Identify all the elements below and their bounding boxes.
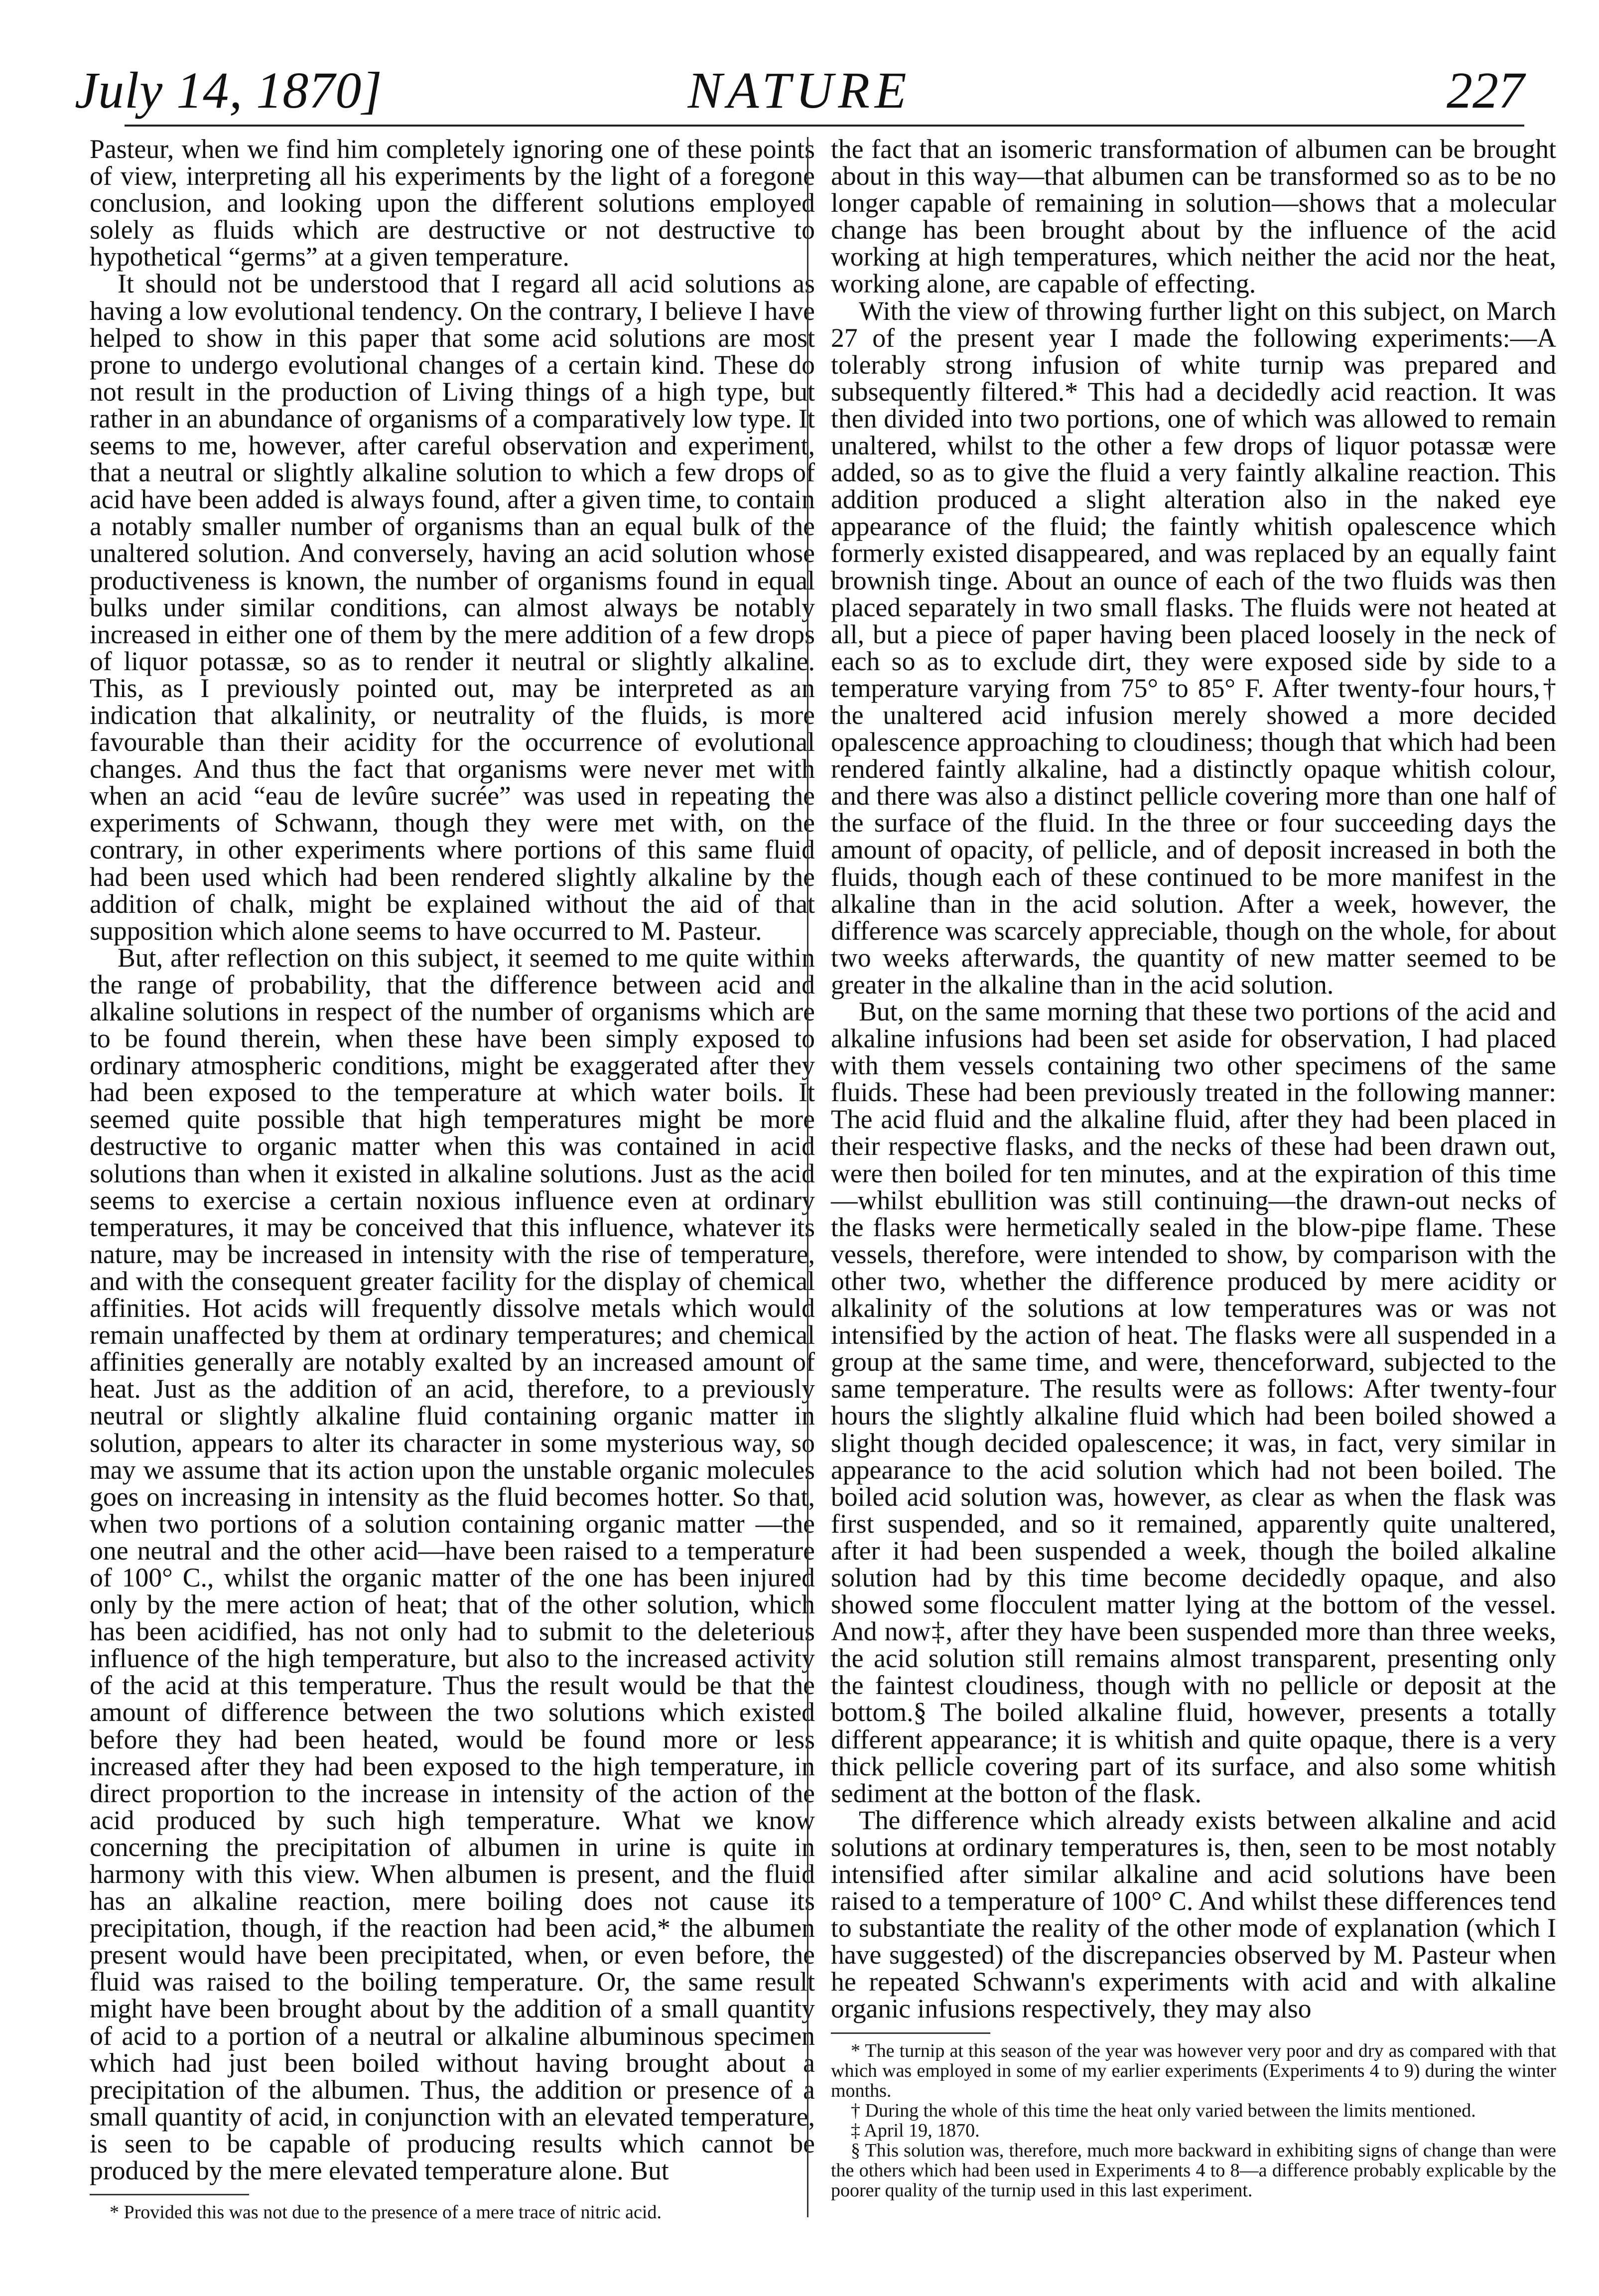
right-paragraph-3: But, on the same morning that these two portions of the acid and alkaline infusions had been set aside for observation, I had placed with them vessels containing two other specimens of the same fluids. These had been previously treated in the following manner: The acid fluid and the alkaline fluid, after they had been placed in their respective flasks, and the necks of these had been drawn out, were then boiled for ten minutes, and at the expiration of this time—whilst ebullition was still continuing—the drawn-out necks of the flasks were hermetically sealed in the blow-pipe flame. These vessels, therefore, were intended to show, by comparison with the other two, whether the difference produced by mere acidity or alkalinity of the solutions at low temperatures was or was not intensified by the action of heat. The flasks were all suspended in a group at the same time, and were, thenceforward, subjected to the same temperature. The results were as follows: After twenty-four hours the slightly alkaline fluid which had been boiled showed a slight though decided opalescence; it was, in fact, very similar in appearance to the acid solution which had not been boiled. The boiled acid solution was, however, as clear as when the flask was first suspended, and so it remained, apparently quite unaltered, after it had been suspended a week, though the boiled alkaline solution had by this time become decidedly opaque, and also showed some flocculent matter lying at the bottom of the vessel. And now‡, after they have been suspended more than three weeks, the acid solution still remains almost transparent, presenting only the faintest cloudiness, though with no pellicle or deposit at the bottom.§ The boiled alkaline fluid, however, presents a totally different appearance; it is whitish and quite opaque, there is a very thick pellicle covering part of its surface, and also some whitish sediment at the botton of the flask. <box>831 997 1556 1808</box>
left-footnotes <box>90 2202 815 2222</box>
journal-title: NATURE <box>687 62 912 119</box>
left-paragraph-1: Pasteur, when we find him completely ignoring one of these points of view, interpreting all his experiments by the light of a foregone conclusion, and looking upon the different solutions employed solely as fluids which are destructive or not destructive to hypothetical “germs” at a given temperature. <box>90 134 815 272</box>
left-paragraph-2: It should not be understood that I regard all acid solutions as having a low evolutional tendency. On the contrary, I believe I have helped to show in this paper that some acid solutions are most prone to undergo evolutional changes of a certain kind. These do not result in the production of Living things of a high type, but rather in an abundance of organisms of a comparatively low type. It seems to me, however, after careful observation and experiment, that a neutral or slightly alkaline solution to which a few drops of acid have been added is always found, after a given time, to contain a notably smaller number of organisms than an equal bulk of the unaltered solution. And conversely, having an acid solution whose productiveness is known, the number of organisms found in equal bulks under similar conditions, can almost always be notably increased in either one of them by the mere addition of a few drops of liquor potassæ, so as to render it neutral or slightly alkaline. This, as I previously pointed out, may be interpreted as an indication that alkalinity, or neutrality of the fluids, is more favourable than their acidity for the occurrence of evolutional changes. And thus the fact that organisms were never met with when an acid “eau de levûre sucrée” was used in repeating the experiments of Schwann, though they were met with, on the contrary, in other experiments where portions of this same fluid had been used which had been rendered slightly alkaline by the addition of chalk, might be explained without the aid of that supposition which alone seems to have occurred to M. Pasteur. <box>90 269 815 946</box>
left-column <box>90 136 815 2222</box>
issue-date: July 14, 1870] <box>75 62 383 119</box>
right-footnote-1: * The turnip at this season of the year was however very poor and dry as compared with that which was employed in some of my earlier experiments (Experiments 4 to 9) during the winter months. <box>831 2040 1556 2101</box>
header-rule <box>125 125 1524 127</box>
left-paragraph-3: But, after reflection on this subject, it seemed to me quite within the range of probability, that the difference between acid and alkaline solutions in respect of the number of organisms which are to be found therein, when these have been simply exposed to ordinary atmospheric conditions, might be exaggerated after they had been exposed to the temperature at which water boils. It seemed quite possible that high temperatures might be more destructive to organic matter when this was contained in acid solutions than when it existed in alkaline solutions. Just as the acid seems to exercise a certain noxious influence even at ordinary temperatures, it may be conceived that this influence, whatever its nature, may be increased in intensity with the rise of temperature, and with the consequent greater facility for the display of chemical affinities. Hot acids will frequently dissolve metals which would remain unaffected by them at ordinary temperatures; and chemical affinities generally are notably exalted by an increased amount of heat. Just as the addition of an acid, therefore, to a previously neutral or slightly alkaline fluid containing organic matter in solution, appears to alter its character in some mysterious way, so may we assume that its action upon the unstable organic molecules goes on increasing in intensity as the fluid becomes hotter. So that, when two portions of a solution containing organic matter —the one neutral and the other acid—have been raised to a temperature of 100° C., whilst the organic matter of the one has been injured only by the mere action of heat; that of the other solution, which has been acidified, has not only had to submit to the deleterious influence of the high temperature, but also to the increased activity of the acid at this temperature. Thus the result would be that the amount of difference between the two solutions which existed before they had been heated, would be found more or less increased after they had been exposed to the high temperature, in direct proportion to the increase in intensity of the action of the acid produced by such high temperature. What we know concerning the precipitation of albumen in urine is quite in harmony with this view. When albumen is present, and the fluid has an alkaline reaction, mere boiling does not cause its precipitation, though, if the reaction had been acid,* the albumen present would have been precipitated, when, or even before, the fluid was raised to the boiling temperature. Or, the same result might have been brought about by the addition of a small quantity of acid to a portion of a neutral or alkaline albuminous specimen which had just been boiled without having brought about a precipitation of the albumen. Thus, the addition or presence of a small quantity of acid, in conjunction with an elevated temperature, is seen to be capable of producing results which cannot be produced by the mere elevated temperature alone. But <box>90 942 815 2186</box>
footnote-rule <box>90 2194 249 2195</box>
right-footnotes <box>831 2041 1556 2200</box>
right-footnote-2: † During the whole of this time the heat only varied between the limits mentioned. <box>851 2100 1476 2121</box>
right-paragraph-4: The difference which already exists between alkaline and acid solutions at ordinary temperatures is, then, seen to be most notably intensified after similar alkaline and acid solutions have been raised to a temperature of 100° C. And whilst these differences tend to substantiate the reality of the other mode of explanation (which I have suggested) of the discrepancies observed by M. Pasteur when he repeated Schwann's experiments with acid and with alkaline organic infusions respectively, they may also <box>831 1805 1556 2024</box>
column-divider <box>807 137 808 2217</box>
right-paragraph-2: With the view of throwing further light on this subject, on March 27 of the present year I made the following experiments:—A tolerably strong infusion of white turnip was prepared and subsequently filtered.* This had a decidedly acid reaction. It was then divided into two portions, one of which was allowed to remain unaltered, whilst to the other a few drops of liquor potassæ were added, so as to give the fluid a very faintly alkaline reaction. This addition produced a slight alteration also in the naked eye appearance of the fluid; the faintly whitish opalescence which formerly existed disappeared, and was replaced by an equally faint brownish tinge. About an ounce of each of the two fluids was then placed separately in two small flasks. The fluids were not heated at all, but a piece of paper having been placed loosely in the neck of each so as to exclude dirt, they were exposed side by side to a temperature varying from 75° to 85° F. After twenty-four hours,† the unaltered acid infusion merely showed a more decided opalescence approaching to cloudiness; though that which had been rendered faintly alkaline, had a distinctly opaque whitish colour, and there was also a distinct pellicle covering more than one half of the surface of the fluid. In the three or four succeeding days the amount of opacity, of pellicle, and of deposit increased in both the fluids, though each of these continued to be more manifest in the alkaline than in the acid solution. After a week, however, the difference was scarcely appreciable, though on the whole, for about two weeks afterwards, the quantity of new matter seemed to be greater in the alkaline than in the acid solution. <box>831 295 1556 1000</box>
footnote-rule <box>831 2032 990 2034</box>
right-footnote-3: ‡ April 19, 1870. <box>851 2120 980 2141</box>
left-footnote-1: * Provided this was not due to the presence of a mere trace of nitric acid. <box>110 2202 662 2223</box>
right-footnote-4: § This solution was, therefore, much more backward in exhibiting signs of change than were the others which had been used in Experiments 4 to 8—a difference probably explicable by the poorer quality of the turnip used in this last experiment. <box>831 2140 1556 2201</box>
page-number: 227 <box>1447 62 1524 119</box>
right-paragraph-1: the fact that an isomeric transformation of albumen can be brought about in this way—that albumen can be transformed so as to be no longer capable of remaining in solution—shows that a molecular change has been brought about by the influence of the acid working at high temperatures, which neither the acid nor the heat, working alone, are capable of effecting. <box>831 134 1556 299</box>
right-column <box>831 136 1556 2200</box>
